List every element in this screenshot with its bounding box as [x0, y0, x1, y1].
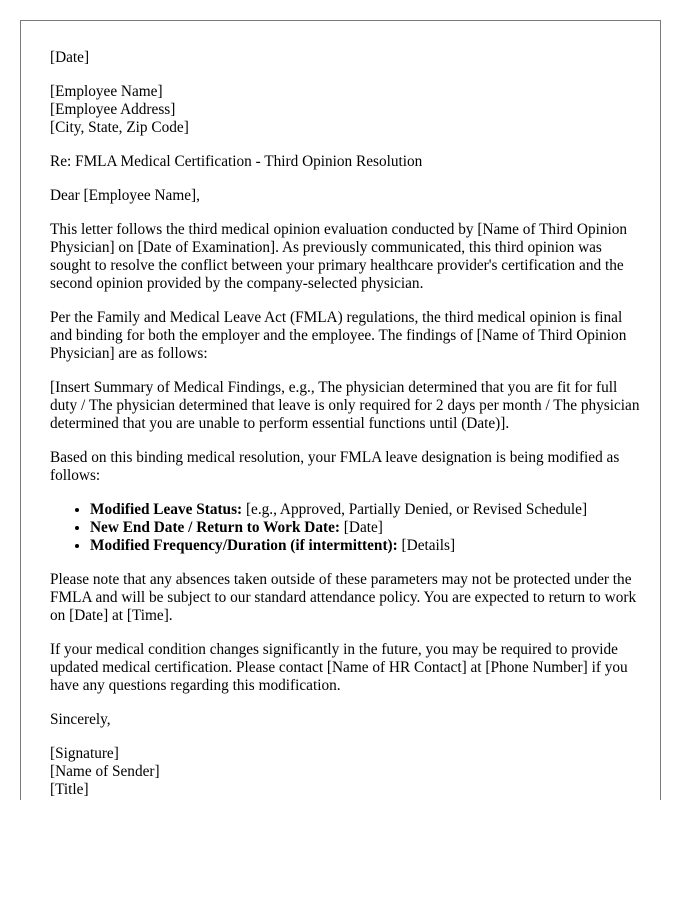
sign-off: Sincerely, — [50, 711, 111, 728]
list-item-label: Modified Frequency/Duration (if intermittent): — [90, 537, 398, 554]
list-item-label: Modified Leave Status: — [90, 501, 243, 518]
letter-page — [20, 20, 661, 800]
letter-content — [50, 49, 640, 800]
body-paragraph: Based on this binding medical resolution, your FMLA leave designation is being modified as follows: — [50, 449, 620, 484]
letter-date: [Date] — [50, 49, 90, 66]
recipient-city-state-zip: [City, State, Zip Code] — [50, 119, 189, 136]
list-item-value: [Details] — [397, 537, 456, 554]
list-item — [90, 501, 640, 519]
list-item-label: New End Date / Return to Work Date: — [90, 519, 340, 536]
recipient-address: [Employee Address] — [50, 101, 176, 118]
closing-paragraph: Please note that any absences taken outside of these parameters may not be protected under the FMLA and will be subject to our standard attendance policy. You are expected to return to work on [Date] at [Time]. — [50, 571, 637, 624]
recipient-name: [Employee Name] — [50, 83, 163, 100]
signature: [Signature] — [50, 745, 119, 762]
body-paragraph: [Insert Summary of Medical Findings, e.g., The physician determined that you are fit for full duty / The physician determined that leave is only required for 2 days per month / The physician determined that you are unable to perform essential functions until (Date)]. — [50, 379, 640, 432]
sender-title: [Title] — [50, 781, 89, 798]
list-item — [90, 519, 640, 537]
signature-block — [50, 745, 640, 799]
body-paragraph: Per the Family and Medical Leave Act (FMLA) regulations, the third medical opinion is final and binding for both the employer and the employee. The findings of [Name of Third Opinion Physician] are as follows: — [50, 309, 627, 362]
list-item — [90, 537, 640, 555]
salutation: Dear [Employee Name], — [50, 187, 200, 204]
sender-name: [Name of Sender] — [50, 763, 160, 780]
modification-list — [50, 501, 640, 555]
list-item-value: [e.g., Approved, Partially Denied, or Revised Schedule] — [242, 501, 588, 518]
letter-subject: Re: FMLA Medical Certification - Third Opinion Resolution — [50, 153, 423, 170]
list-item-value: [Date] — [339, 519, 383, 536]
closing-paragraph: If your medical condition changes significantly in the future, you may be required to provide updated medical certification. Please contact [Name of HR Contact] at [Phone Number] if you have any questions regarding this modification. — [50, 641, 628, 694]
recipient-block — [50, 83, 640, 137]
body-paragraph: This letter follows the third medical opinion evaluation conducted by [Name of Third Opinion Physician] on [Date of Examination]. As previously communicated, this third opinion was sought to resolve the conflict between your primary healthcare provider's certification and the second opinion provided by the company-selected physician. — [50, 221, 628, 292]
